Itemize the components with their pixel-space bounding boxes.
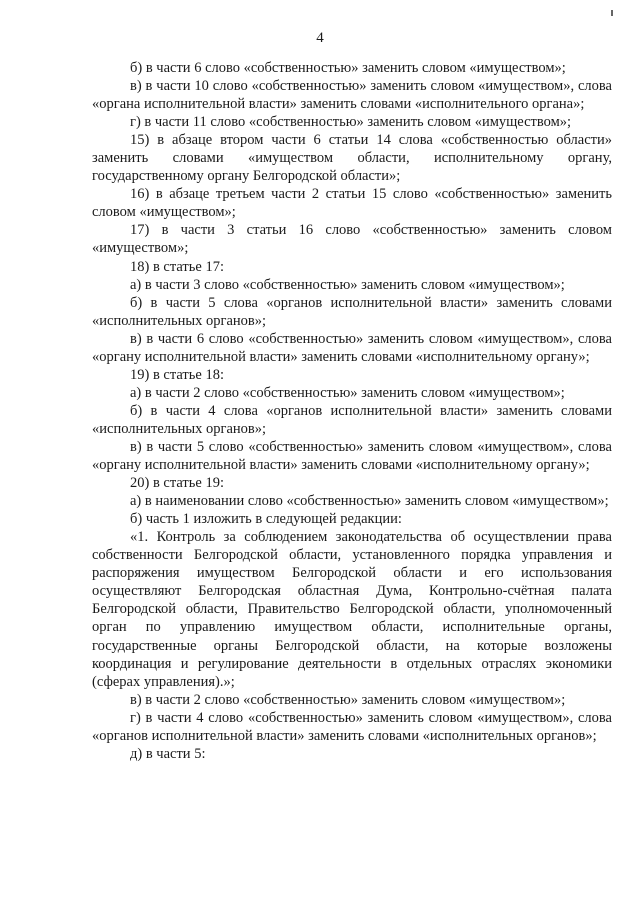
paragraph: б) в части 6 слово «собственностью» заменить словом «имуществом»; [130,60,566,76]
paragraph: 15) в абзаце втором части 6 статьи 14 слова «собственностью области» заменить словами «имуществом области, исполнительному органу, государственному органу Белгородской области»; [92,132,612,185]
paragraph: «1. Контроль за соблюдением законодательства об осуществлении права собственности Белгородской области, установленного порядка управления и распоряжения имуществом Белгородской области и его использования осуществляют Белгородская областная Дума, Контрольно-счётная палата Белгородской области, Правительство Белгородской области, уполномоченный орган по управлению имуществом области, исполнительные органы, государственные органы Белгородской области, на которые возложены координация и регулирование деятельности в отдельных отраслях экономики (сферах управления).»; [92,529,612,690]
paragraph: 18) в статье 17: [130,258,224,275]
paragraph: д) в части 5: [130,745,206,762]
paragraph: б) в части 5 слова «органов исполнительной власти» заменить словами «исполнительных органов»; [92,294,612,329]
paragraph: а) в части 2 слово «собственностью» заменить словом «имуществом»; [130,384,565,401]
paragraph: в) в части 10 слово «собственностью» заменить словом «имуществом», слова «органа исполнительной власти» заменить словами «исполнительного органа»; [92,78,612,113]
paragraph: б) в части 4 слова «органов исполнительной власти» заменить словами «исполнительных органов»; [92,402,612,437]
paragraph: 16) в абзаце третьем части 2 статьи 15 слово «собственностью» заменить словом «имуществом»; [92,186,612,221]
paragraph: в) в части 5 слово «собственностью» заменить словом «имуществом», слова «органу исполнительной власти» заменить словами «исполнительному органу»; [92,438,612,474]
paragraph: 17) в части 3 статьи 16 слово «собственностью» заменить словом «имуществом»; [92,222,612,257]
paragraph: г) в части 11 слово «собственностью» заменить словом «имуществом»; [130,114,572,131]
paragraph: а) в наименовании слово «собственностью» заменить словом «имуществом»; [130,493,609,510]
paragraph: в) в части 2 слово «собственностью» заменить словом «имуществом»; [130,691,566,708]
paragraph: г) в части 4 слово «собственностью» заменить словом «имуществом», слова «органов исполнительной власти» заменить словами «исполнительных органов»; [92,709,612,744]
paragraph: б) часть 1 изложить в следующей редакции: [130,511,402,528]
document-body [92,59,612,763]
paragraph: 19) в статье 18: [130,366,224,383]
scan-mark [611,10,613,16]
page-number: 4 [316,30,324,46]
paragraph: в) в части 6 слово «собственностью» заменить словом «имуществом», слова «органу исполнительной власти» заменить словами «исполнительному органу»; [92,330,612,365]
paragraph: 20) в статье 19: [130,475,224,492]
paragraph: а) в части 3 слово «собственностью» заменить словом «имуществом»; [130,276,565,293]
